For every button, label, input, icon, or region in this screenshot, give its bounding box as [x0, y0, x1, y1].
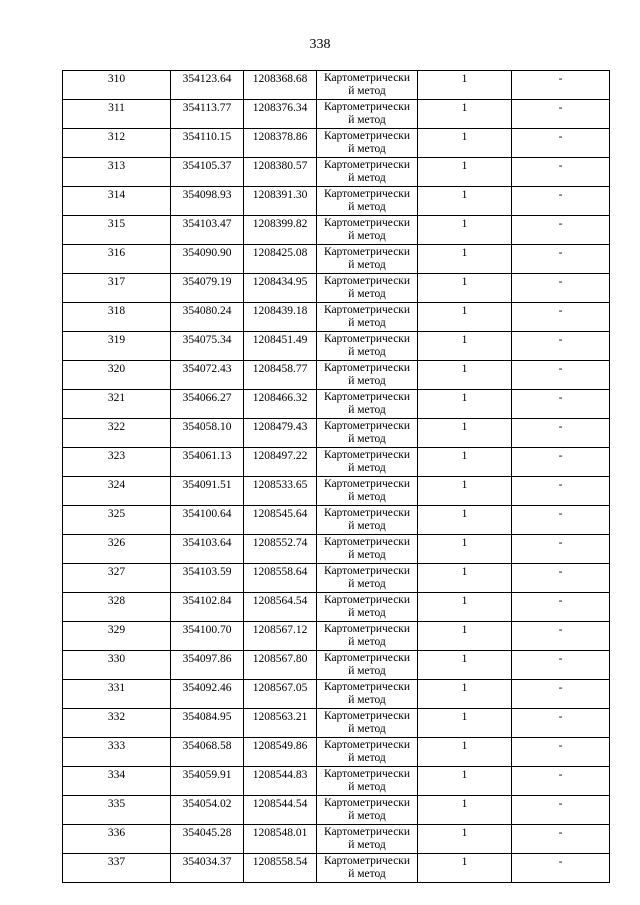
method-line-1: Картометрически: [323, 826, 411, 838]
note-cell: -: [512, 361, 610, 390]
note-cell: -: [512, 158, 610, 187]
accuracy-cell: 1: [418, 564, 512, 593]
x-coordinate-cell: 354103.59: [171, 564, 244, 593]
y-coordinate-cell: 1208552.74: [244, 535, 317, 564]
point-number-cell: 327: [63, 564, 171, 593]
method-cell: [317, 390, 418, 419]
table-row: [63, 158, 610, 187]
method-line-1: Картометрически: [323, 130, 411, 142]
method-line-2: й метод: [348, 316, 386, 329]
method-cell: [317, 709, 418, 738]
method-line-2: й метод: [348, 432, 386, 445]
table-row: [63, 448, 610, 477]
method-line-2: й метод: [348, 461, 386, 474]
method-line-1: Картометрически: [323, 362, 411, 374]
method-line-1: Картометрически: [323, 333, 411, 345]
table-row: [63, 622, 610, 651]
method-line-1: Картометрически: [323, 652, 411, 664]
method-line-2: й метод: [348, 258, 386, 271]
x-coordinate-cell: 354123.64: [171, 71, 244, 100]
method-line-2: й метод: [348, 838, 386, 851]
point-number-cell: 326: [63, 535, 171, 564]
note-cell: -: [512, 390, 610, 419]
x-coordinate-cell: 354105.37: [171, 158, 244, 187]
note-cell: -: [512, 332, 610, 361]
y-coordinate-cell: 1208544.83: [244, 767, 317, 796]
method-line-1: Картометрически: [323, 304, 411, 316]
x-coordinate-cell: 354034.37: [171, 854, 244, 883]
method-line-2: й метод: [348, 780, 386, 793]
page-number: 338: [309, 37, 331, 52]
method-line-1: Картометрически: [323, 739, 411, 751]
accuracy-cell: 1: [418, 593, 512, 622]
note-cell: -: [512, 448, 610, 477]
accuracy-cell: 1: [418, 477, 512, 506]
method-line-1: Картометрически: [323, 275, 411, 287]
y-coordinate-cell: 1208378.86: [244, 129, 317, 158]
y-coordinate-cell: 1208545.64: [244, 506, 317, 535]
y-coordinate-cell: 1208564.54: [244, 593, 317, 622]
y-coordinate-cell: 1208549.86: [244, 738, 317, 767]
x-coordinate-cell: 354084.95: [171, 709, 244, 738]
method-line-2: й метод: [348, 606, 386, 619]
y-coordinate-cell: 1208399.82: [244, 216, 317, 245]
method-cell: [317, 622, 418, 651]
y-coordinate-cell: 1208548.01: [244, 825, 317, 854]
method-line-1: Картометрически: [323, 507, 411, 519]
y-coordinate-cell: 1208533.65: [244, 477, 317, 506]
method-cell: [317, 477, 418, 506]
point-number-cell: 333: [63, 738, 171, 767]
method-line-2: й метод: [348, 519, 386, 532]
x-coordinate-cell: 354072.43: [171, 361, 244, 390]
method-line-2: й метод: [348, 374, 386, 387]
table-row: [63, 216, 610, 245]
method-cell: [317, 506, 418, 535]
x-coordinate-cell: 354054.02: [171, 796, 244, 825]
y-coordinate-cell: 1208439.18: [244, 303, 317, 332]
method-line-1: Картометрически: [323, 391, 411, 403]
method-line-1: Картометрически: [323, 246, 411, 258]
method-line-2: й метод: [348, 490, 386, 503]
method-line-2: й метод: [348, 287, 386, 300]
point-number-cell: 337: [63, 854, 171, 883]
y-coordinate-cell: 1208458.77: [244, 361, 317, 390]
note-cell: -: [512, 274, 610, 303]
table-row: [63, 825, 610, 854]
method-line-1: Картометрически: [323, 623, 411, 635]
table-row: [63, 274, 610, 303]
method-line-2: й метод: [348, 84, 386, 97]
y-coordinate-cell: 1208567.80: [244, 651, 317, 680]
accuracy-cell: 1: [418, 709, 512, 738]
method-line-1: Картометрически: [323, 536, 411, 548]
accuracy-cell: 1: [418, 854, 512, 883]
x-coordinate-cell: 354080.24: [171, 303, 244, 332]
point-number-cell: 320: [63, 361, 171, 390]
method-cell: [317, 448, 418, 477]
point-number-cell: 325: [63, 506, 171, 535]
method-line-2: й метод: [348, 403, 386, 416]
point-number-cell: 317: [63, 274, 171, 303]
method-line-1: Картометрически: [323, 768, 411, 780]
table-row: [63, 709, 610, 738]
point-number-cell: 332: [63, 709, 171, 738]
table-row: [63, 419, 610, 448]
method-line-1: Картометрически: [323, 797, 411, 809]
note-cell: -: [512, 796, 610, 825]
accuracy-cell: 1: [418, 158, 512, 187]
method-cell: [317, 651, 418, 680]
x-coordinate-cell: 354103.47: [171, 216, 244, 245]
note-cell: -: [512, 303, 610, 332]
table-row: [63, 796, 610, 825]
note-cell: -: [512, 825, 610, 854]
y-coordinate-cell: 1208497.22: [244, 448, 317, 477]
point-number-cell: 336: [63, 825, 171, 854]
accuracy-cell: 1: [418, 303, 512, 332]
method-cell: [317, 825, 418, 854]
table-row: [63, 535, 610, 564]
x-coordinate-cell: 354059.91: [171, 767, 244, 796]
note-cell: -: [512, 71, 610, 100]
y-coordinate-cell: 1208558.54: [244, 854, 317, 883]
note-cell: -: [512, 709, 610, 738]
note-cell: -: [512, 738, 610, 767]
method-line-2: й метод: [348, 200, 386, 213]
table-row: [63, 506, 610, 535]
x-coordinate-cell: 354068.58: [171, 738, 244, 767]
method-line-2: й метод: [348, 693, 386, 706]
table-row: [63, 303, 610, 332]
method-cell: [317, 593, 418, 622]
method-line-2: й метод: [348, 867, 386, 880]
accuracy-cell: 1: [418, 332, 512, 361]
table-row: [63, 71, 610, 100]
point-number-cell: 330: [63, 651, 171, 680]
method-line-1: Картометрически: [323, 478, 411, 490]
y-coordinate-cell: 1208434.95: [244, 274, 317, 303]
method-line-2: й метод: [348, 171, 386, 184]
x-coordinate-cell: 354092.46: [171, 680, 244, 709]
y-coordinate-cell: 1208425.08: [244, 245, 317, 274]
note-cell: -: [512, 680, 610, 709]
accuracy-cell: 1: [418, 390, 512, 419]
note-cell: -: [512, 216, 610, 245]
x-coordinate-cell: 354045.28: [171, 825, 244, 854]
accuracy-cell: 1: [418, 622, 512, 651]
method-cell: [317, 71, 418, 100]
x-coordinate-cell: 354100.70: [171, 622, 244, 651]
y-coordinate-cell: 1208391.30: [244, 187, 317, 216]
method-cell: [317, 158, 418, 187]
method-line-2: й метод: [348, 722, 386, 735]
method-cell: [317, 796, 418, 825]
accuracy-cell: 1: [418, 796, 512, 825]
method-cell: [317, 535, 418, 564]
method-cell: [317, 216, 418, 245]
x-coordinate-cell: 354091.51: [171, 477, 244, 506]
table-row: [63, 593, 610, 622]
method-line-1: Картометрически: [323, 681, 411, 693]
method-line-1: Картометрически: [323, 188, 411, 200]
accuracy-cell: 1: [418, 245, 512, 274]
table-row: [63, 245, 610, 274]
method-cell: [317, 564, 418, 593]
x-coordinate-cell: 354066.27: [171, 390, 244, 419]
method-line-2: й метод: [348, 548, 386, 561]
point-number-cell: 311: [63, 100, 171, 129]
point-number-cell: 312: [63, 129, 171, 158]
accuracy-cell: 1: [418, 825, 512, 854]
accuracy-cell: 1: [418, 767, 512, 796]
table-row: [63, 564, 610, 593]
method-line-1: Картометрически: [323, 855, 411, 867]
method-cell: [317, 419, 418, 448]
point-number-cell: 322: [63, 419, 171, 448]
table-row: [63, 651, 610, 680]
accuracy-cell: 1: [418, 738, 512, 767]
accuracy-cell: 1: [418, 535, 512, 564]
method-cell: [317, 854, 418, 883]
y-coordinate-cell: 1208567.05: [244, 680, 317, 709]
y-coordinate-cell: 1208563.21: [244, 709, 317, 738]
accuracy-cell: 1: [418, 419, 512, 448]
accuracy-cell: 1: [418, 129, 512, 158]
table-row: [63, 129, 610, 158]
y-coordinate-cell: 1208558.64: [244, 564, 317, 593]
note-cell: -: [512, 506, 610, 535]
method-line-2: й метод: [348, 809, 386, 822]
point-number-cell: 328: [63, 593, 171, 622]
note-cell: -: [512, 767, 610, 796]
accuracy-cell: 1: [418, 651, 512, 680]
note-cell: -: [512, 535, 610, 564]
method-cell: [317, 274, 418, 303]
method-line-2: й метод: [348, 142, 386, 155]
table-row: [63, 738, 610, 767]
point-number-cell: 323: [63, 448, 171, 477]
accuracy-cell: 1: [418, 216, 512, 245]
accuracy-cell: 1: [418, 448, 512, 477]
method-cell: [317, 738, 418, 767]
note-cell: -: [512, 564, 610, 593]
y-coordinate-cell: 1208544.54: [244, 796, 317, 825]
x-coordinate-cell: 354075.34: [171, 332, 244, 361]
method-line-1: Картометрически: [323, 710, 411, 722]
table-row: [63, 187, 610, 216]
note-cell: -: [512, 651, 610, 680]
method-cell: [317, 100, 418, 129]
method-cell: [317, 187, 418, 216]
y-coordinate-cell: 1208567.12: [244, 622, 317, 651]
note-cell: -: [512, 477, 610, 506]
table-row: [63, 332, 610, 361]
method-line-2: й метод: [348, 229, 386, 242]
method-line-1: Картометрически: [323, 72, 411, 84]
point-number-cell: 319: [63, 332, 171, 361]
x-coordinate-cell: 354102.84: [171, 593, 244, 622]
method-cell: [317, 303, 418, 332]
y-coordinate-cell: 1208376.34: [244, 100, 317, 129]
point-number-cell: 331: [63, 680, 171, 709]
method-cell: [317, 361, 418, 390]
table-row: [63, 477, 610, 506]
method-cell: [317, 767, 418, 796]
table-row: [63, 767, 610, 796]
x-coordinate-cell: 354103.64: [171, 535, 244, 564]
method-line-1: Картометрически: [323, 159, 411, 171]
method-line-1: Картометрически: [323, 565, 411, 577]
method-line-1: Картометрически: [323, 449, 411, 461]
point-number-cell: 321: [63, 390, 171, 419]
point-number-cell: 315: [63, 216, 171, 245]
note-cell: -: [512, 129, 610, 158]
point-number-cell: 334: [63, 767, 171, 796]
point-number-cell: 314: [63, 187, 171, 216]
method-line-1: Картометрически: [323, 101, 411, 113]
table-row: [63, 390, 610, 419]
accuracy-cell: 1: [418, 506, 512, 535]
accuracy-cell: 1: [418, 361, 512, 390]
accuracy-cell: 1: [418, 187, 512, 216]
note-cell: -: [512, 187, 610, 216]
accuracy-cell: 1: [418, 274, 512, 303]
note-cell: -: [512, 854, 610, 883]
note-cell: -: [512, 593, 610, 622]
x-coordinate-cell: 354097.86: [171, 651, 244, 680]
point-number-cell: 324: [63, 477, 171, 506]
method-line-2: й метод: [348, 345, 386, 358]
method-line-2: й метод: [348, 635, 386, 648]
accuracy-cell: 1: [418, 680, 512, 709]
y-coordinate-cell: 1208380.57: [244, 158, 317, 187]
method-line-1: Картометрически: [323, 420, 411, 432]
method-line-2: й метод: [348, 577, 386, 590]
point-number-cell: 310: [63, 71, 171, 100]
x-coordinate-cell: 354058.10: [171, 419, 244, 448]
table-body: [63, 71, 610, 883]
point-number-cell: 335: [63, 796, 171, 825]
accuracy-cell: 1: [418, 71, 512, 100]
method-line-2: й метод: [348, 113, 386, 126]
method-line-2: й метод: [348, 664, 386, 677]
method-line-2: й метод: [348, 751, 386, 764]
method-line-1: Картометрически: [323, 594, 411, 606]
point-number-cell: 318: [63, 303, 171, 332]
y-coordinate-cell: 1208368.68: [244, 71, 317, 100]
table-row: [63, 680, 610, 709]
coordinates-table: [62, 70, 610, 883]
method-cell: [317, 129, 418, 158]
x-coordinate-cell: 354110.15: [171, 129, 244, 158]
note-cell: -: [512, 245, 610, 274]
x-coordinate-cell: 354113.77: [171, 100, 244, 129]
x-coordinate-cell: 354100.64: [171, 506, 244, 535]
table-row: [63, 854, 610, 883]
x-coordinate-cell: 354098.93: [171, 187, 244, 216]
y-coordinate-cell: 1208479.43: [244, 419, 317, 448]
y-coordinate-cell: 1208451.49: [244, 332, 317, 361]
point-number-cell: 316: [63, 245, 171, 274]
table-row: [63, 361, 610, 390]
x-coordinate-cell: 354090.90: [171, 245, 244, 274]
method-cell: [317, 332, 418, 361]
accuracy-cell: 1: [418, 100, 512, 129]
point-number-cell: 313: [63, 158, 171, 187]
y-coordinate-cell: 1208466.32: [244, 390, 317, 419]
x-coordinate-cell: 354061.13: [171, 448, 244, 477]
x-coordinate-cell: 354079.19: [171, 274, 244, 303]
table-row: [63, 100, 610, 129]
note-cell: -: [512, 100, 610, 129]
method-cell: [317, 245, 418, 274]
note-cell: -: [512, 622, 610, 651]
note-cell: -: [512, 419, 610, 448]
method-cell: [317, 680, 418, 709]
point-number-cell: 329: [63, 622, 171, 651]
method-line-1: Картометрически: [323, 217, 411, 229]
